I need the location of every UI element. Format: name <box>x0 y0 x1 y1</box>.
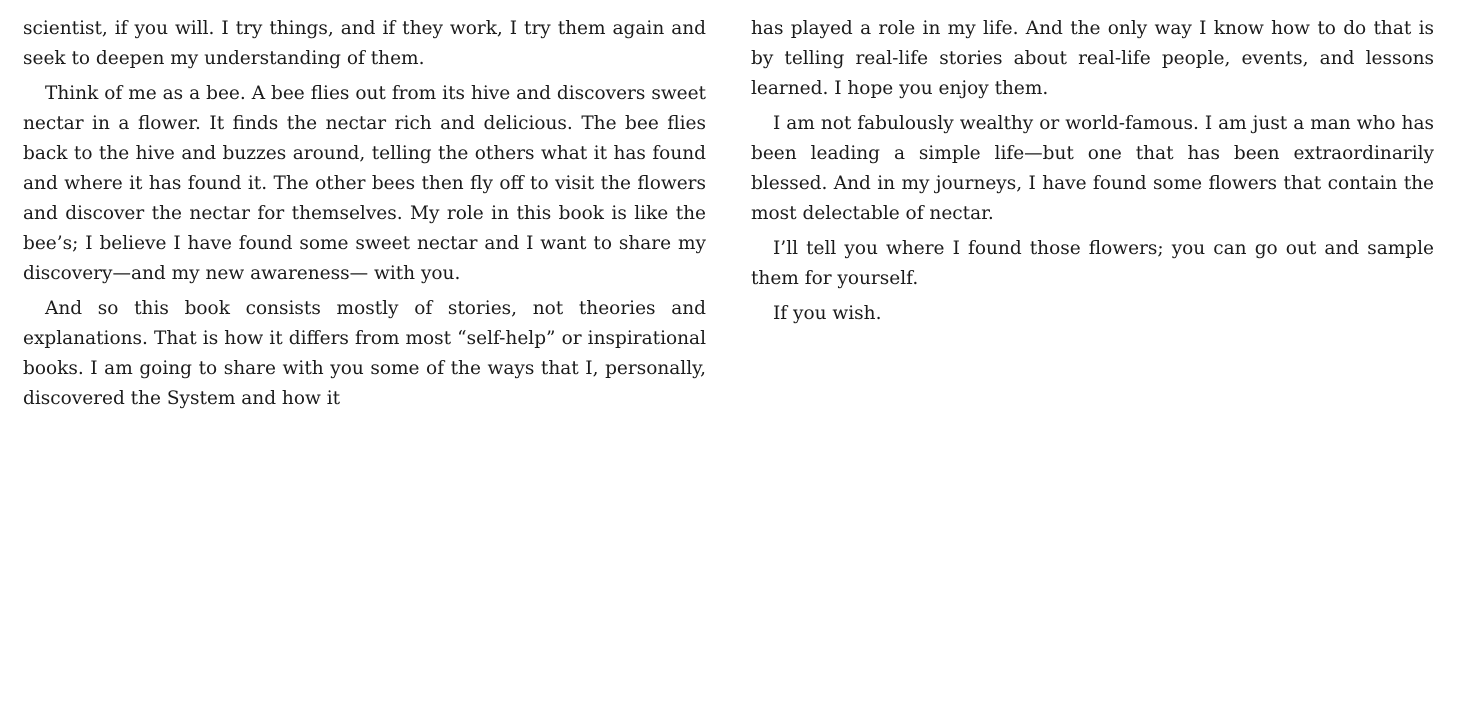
paragraph-continued: scientist, if you will. I try things, and if they work, I try them again and seek to deepen my understanding of them. <box>23 18 706 69</box>
paragraph-if-you-wish: If you wish. <box>773 303 882 324</box>
paragraph-bee-metaphor: Think of me as a bee. A bee flies out from its hive and discovers sweet nectar in a flower. It finds the nectar rich and delicious. The bee flies back to the hive and buzzes around, telling the others what it has found and where it has found it. The other bees then fly off to visit the flowers and discover the nectar for themselves. My role in this book is like the bee’s; I believe I have found some sweet nectar and I want to share my discovery—and my new awareness— with you. <box>23 83 706 284</box>
paragraph-simple-life: I am not fabulously wealthy or world-famous. I am just a man who has been leading a simple life—but one that has been extraordinarily blessed. And in my journeys, I have found some flowers that contain the most delectable of nectar. <box>751 113 1434 224</box>
right-text-column <box>751 14 1434 334</box>
paragraph-flowers: I’ll tell you where I found those flowers; you can go out and sample them for yourself. <box>751 238 1434 289</box>
left-text-column <box>23 14 706 419</box>
paragraph-continued: has played a role in my life. And the only way I know how to do that is by telling real-life stories about real-life people, events, and lessons learned. I hope you enjoy them. <box>751 18 1434 99</box>
paragraph-stories: And so this book consists mostly of stories, not theories and explanations. That is how it differs from most “self-help” or inspirational books. I am going to share with you some of the ways that I, personally, discovered the System and how it <box>23 298 706 409</box>
